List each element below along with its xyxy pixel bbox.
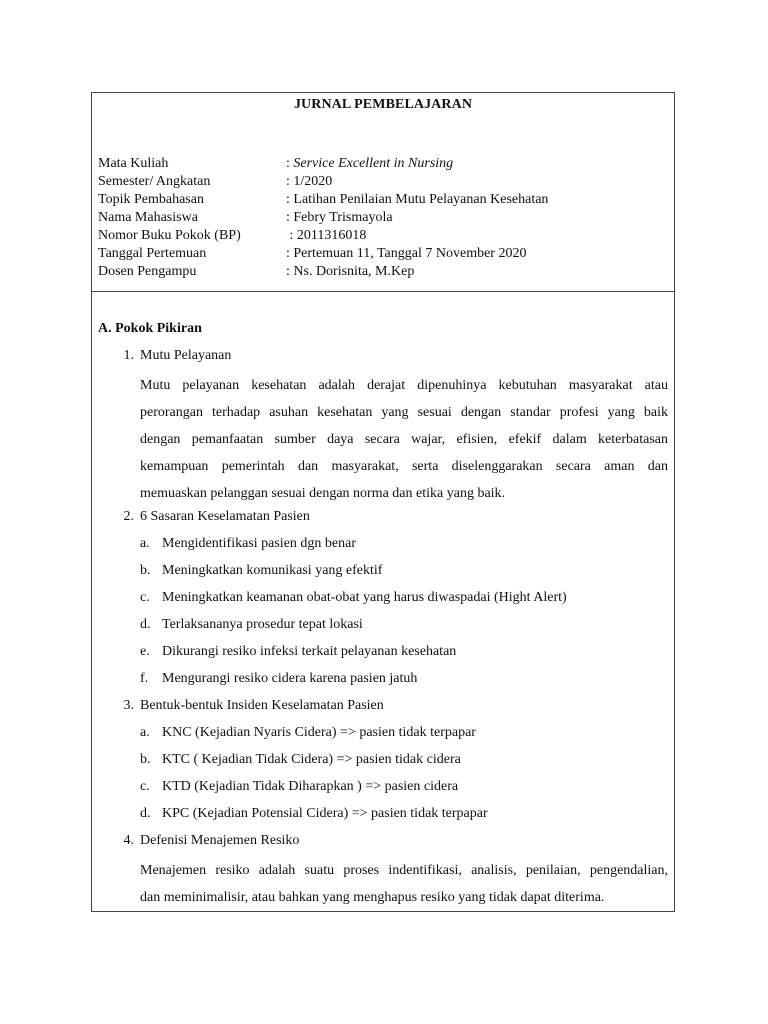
sub-text: Mengurangi resiko cidera karena pasien jatuh	[162, 671, 418, 686]
meta-value: : Ns. Dorisnita, M.Kep	[286, 264, 415, 279]
item-number: 4.	[123, 833, 134, 848]
paragraph-line: kemampuan pemerintah dan masyarakat, serta diselenggarakan secara aman dan	[140, 459, 668, 474]
item-number: 3.	[123, 698, 134, 713]
meta-table	[98, 155, 548, 281]
paragraph-line: Menajemen resiko adalah suatu proses indentifikasi, analisis, penilaian, pengendalian,	[140, 863, 668, 878]
sub-list-item	[140, 615, 668, 642]
meta-label: Semester/ Angkatan	[98, 174, 211, 189]
meta-value-italic: Service Excellent in Nursing	[293, 156, 454, 171]
item-paragraph	[140, 372, 668, 507]
meta-row-nomor-bp	[98, 227, 548, 245]
page-title: JURNAL PEMBELAJARAN	[293, 97, 473, 112]
list-item	[98, 346, 668, 373]
sub-text: Mengidentifikasi pasien dgn benar	[162, 536, 357, 551]
meta-value: : 2011316018	[286, 228, 367, 243]
journal-frame	[91, 92, 675, 912]
meta-row-mata-kuliah	[98, 155, 548, 173]
list-item	[98, 696, 668, 723]
sub-letter: c.	[140, 590, 150, 605]
item-title: Mutu Pelayanan	[140, 348, 232, 363]
sub-text: Meningkatkan keamanan obat-obat yang harus diwaspadai (Hight Alert)	[162, 590, 567, 605]
sub-text: Meningkatkan komunikasi yang efektif	[162, 563, 383, 578]
meta-label: Topik Pembahasan	[98, 192, 204, 207]
section-divider	[92, 291, 674, 292]
paragraph-line: Mutu pelayanan kesehatan adalah derajat dipenuhinya kebutuhan masyarakat atau	[140, 378, 668, 393]
sub-list-item	[140, 669, 668, 696]
sub-text: Terlaksananya prosedur tepat lokasi	[162, 617, 363, 632]
meta-row-dosen	[98, 263, 548, 281]
paragraph-line: perorangan terhadap asuhan kesehatan yang sesuai dengan standar profesi yang baik	[140, 405, 668, 420]
sub-letter: b.	[140, 563, 151, 578]
meta-label: Nama Mahasiswa	[98, 210, 198, 225]
sub-list-item	[140, 534, 668, 561]
sub-letter: a.	[140, 725, 150, 740]
sub-text: Dikurangi resiko infeksi terkait pelayanan kesehatan	[162, 644, 457, 659]
meta-row-semester	[98, 173, 548, 191]
sub-list-item	[140, 804, 668, 831]
sub-list-item	[140, 642, 668, 669]
meta-label: Nomor Buku Pokok (BP)	[98, 228, 241, 243]
meta-label: Dosen Pengampu	[98, 264, 197, 279]
meta-value: : Service Excellent in Nursing	[286, 156, 454, 171]
sub-letter: a.	[140, 536, 150, 551]
sub-list-item	[140, 777, 668, 804]
sub-letter: c.	[140, 779, 150, 794]
section-title: A. Pokok Pikiran	[98, 321, 202, 336]
sub-letter: e.	[140, 644, 150, 659]
paragraph-line: dengan pemanfaatan sumber daya secara wajar, efisien, efekif dalam keterbatasan	[140, 432, 668, 447]
sub-text: KTC ( Kejadian Tidak Cidera) => pasien tidak cidera	[162, 752, 461, 767]
sub-letter: d.	[140, 617, 151, 632]
item-number: 2.	[123, 509, 134, 524]
item-title: 6 Sasaran Keselamatan Pasien	[140, 509, 310, 524]
meta-value: : 1/2020	[286, 174, 333, 189]
paragraph-line: memuaskan pelanggan sesuai dengan norma dan etika yang baik.	[140, 486, 506, 501]
list-item	[98, 507, 668, 534]
sub-text: KNC (Kejadian Nyaris Cidera) => pasien tidak terpapar	[162, 725, 476, 740]
sub-list-item	[140, 723, 668, 750]
item-paragraph	[140, 857, 668, 911]
paragraph-line: dan meminimalisir, atau bahkan yang menghapus resiko yang tidak dapat diterima.	[140, 890, 605, 905]
sub-letter: b.	[140, 752, 151, 767]
meta-label: Tanggal Pertemuan	[98, 246, 207, 261]
sub-text: KPC (Kejadian Potensial Cidera) => pasien tidak terpapar	[162, 806, 488, 821]
meta-row-topik	[98, 191, 548, 209]
sub-list-item	[140, 561, 668, 588]
meta-row-tanggal	[98, 245, 548, 263]
sub-text: KTD (Kejadian Tidak Diharapkan ) => pasien cidera	[162, 779, 459, 794]
list-item	[98, 831, 668, 858]
sub-letter: d.	[140, 806, 151, 821]
sub-list-item	[140, 750, 668, 777]
content-section	[98, 319, 668, 911]
item-title: Defenisi Menajemen Resiko	[140, 833, 300, 848]
sub-list-item	[140, 588, 668, 615]
sub-letter: f.	[140, 671, 149, 686]
meta-row-nama	[98, 209, 548, 227]
meta-label: Mata Kuliah	[98, 156, 169, 171]
meta-value: : Latihan Penilaian Mutu Pelayanan Kesehatan	[286, 192, 549, 207]
item-title: Bentuk-bentuk Insiden Keselamatan Pasien	[140, 698, 384, 713]
meta-value: : Febry Trismayola	[286, 210, 393, 225]
item-number: 1.	[123, 348, 134, 363]
meta-value: : Pertemuan 11, Tanggal 7 November 2020	[286, 246, 527, 261]
